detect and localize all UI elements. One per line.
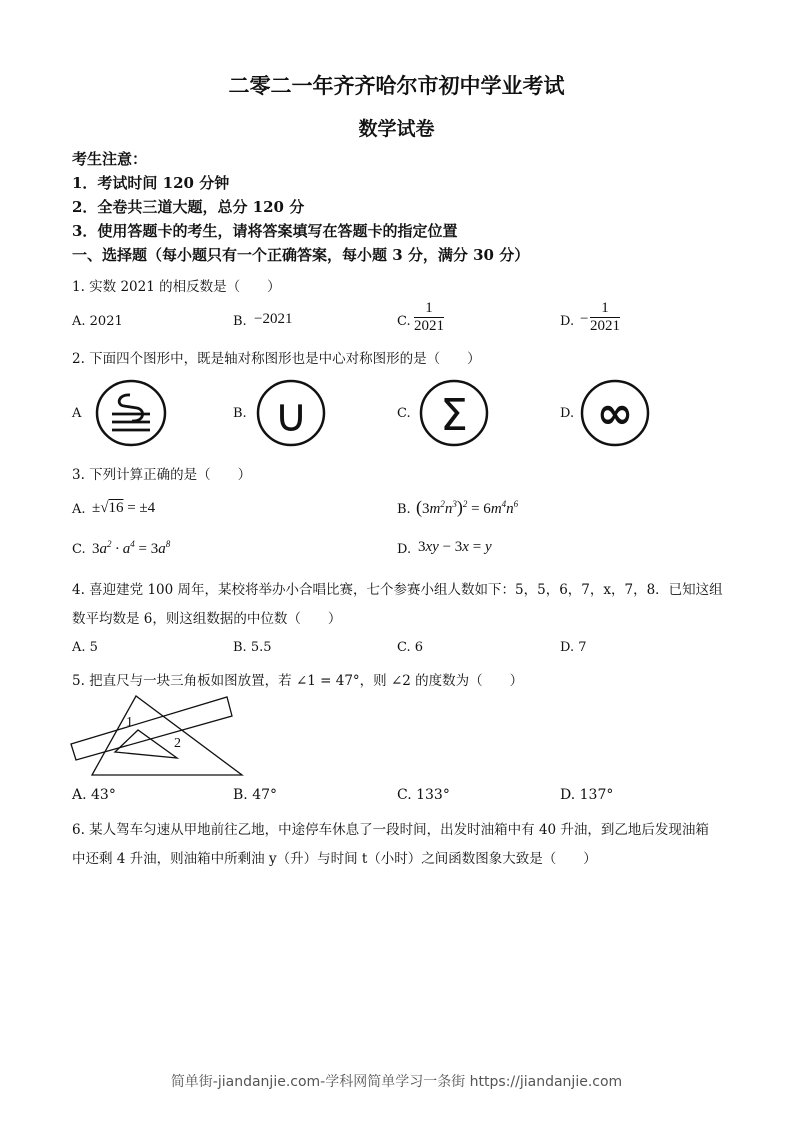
fraction-denominator: 2021 <box>590 318 620 334</box>
q3-option-d-expr: 3xy − 3x = y <box>418 539 492 555</box>
q1-option-d-sign: − <box>580 311 589 327</box>
q3-option-b-expr: $(3m^2n^3)^2 = 6m^4n^6$ <box>416 497 519 517</box>
q2-symbol-b-icon <box>255 378 327 448</box>
notice-item-2: 2．全卷共三道大题，总分 120 分 <box>72 198 305 216</box>
question-4-line-1: 4. 喜迎建党 100 周年，某校将举办小合唱比赛，七个参赛小组人数如下：5，5，6，7，x，7，8．已知这组 <box>72 582 723 598</box>
q3-option-a-expr: ±√16 = ±4 <box>92 500 156 516</box>
q1-option-b-value: −2021 <box>254 311 293 327</box>
q3-option-d-label[interactable]: D. <box>397 542 412 557</box>
q2-symbol-c-icon <box>418 378 490 448</box>
question-6-line-1: 6. 某人驾车匀速从甲地前往乙地，中途停车休息了一段时间，出发时油箱中有 40 升油，到乙地后发现油箱 <box>72 822 709 838</box>
exam-subtitle: 数学试卷 <box>358 118 435 140</box>
question-1: 1. 实数 2021 的相反数是（ ） <box>72 279 281 295</box>
q4-option-b[interactable]: B. 5.5 <box>233 640 272 655</box>
q3-option-c-expr: $3a^2 \cdot a^4 = 3a^8$ <box>92 539 171 557</box>
q1-option-a[interactable]: A. 2021 <box>72 314 123 329</box>
sigma-glyph: Σ <box>440 390 468 441</box>
q1-option-c-label[interactable]: C. <box>397 314 411 329</box>
q2-option-a-label[interactable]: A <box>72 406 82 421</box>
q4-option-c[interactable]: C. 6 <box>397 640 424 655</box>
section-heading: 一、选择题（每小题只有一个正确答案，每小题 3 分，满分 30 分） <box>72 246 530 264</box>
q2-option-b-label[interactable]: B. <box>233 406 247 421</box>
q2-symbol-a-icon <box>94 378 168 448</box>
question-6-line-2: 中还剩 4 升油，则油箱中所剩油 y（升）与时间 t（小时）之间函数图象大致是（ ） <box>72 851 597 867</box>
fraction-numerator: 1 <box>414 300 444 318</box>
q1-option-d-label[interactable]: D. <box>560 314 575 329</box>
q5-option-a[interactable]: A. 43° <box>72 787 116 803</box>
ruler-triangle-figure <box>68 690 248 780</box>
notice-item-3: 3．使用答题卡的考生，请将答案填写在答题卡的指定位置 <box>72 222 458 240</box>
q1-option-d-fraction <box>590 300 620 335</box>
angle-2-label: 2 <box>174 736 181 751</box>
question-3: 3. 下列计算正确的是（ ） <box>72 467 252 483</box>
question-4-line-2: 数平均数是 6，则这组数据的中位数（ ） <box>72 611 342 627</box>
notice-heading: 考生注意： <box>72 150 148 168</box>
question-5: 5. 把直尺与一块三角板如图放置，若 ∠1 = 47°，则 ∠2 的度数为（ ） <box>72 673 524 689</box>
q2-option-d-label[interactable]: D. <box>560 406 575 421</box>
union-glyph: ∪ <box>274 388 308 442</box>
q3-option-c-label[interactable]: C. <box>72 542 86 557</box>
exam-title: 二零二一年齐齐哈尔市初中学业考试 <box>228 73 565 98</box>
page-footer: 简单街-jiandanjie.com-学科网简单学习一条街 https://jiandanjie.com <box>170 1074 623 1090</box>
q2-option-c-label[interactable]: C. <box>397 406 411 421</box>
infinity-glyph: ∞ <box>596 388 634 439</box>
q4-option-a[interactable]: A. 5 <box>72 640 98 655</box>
fraction-denominator: 2021 <box>414 318 444 334</box>
angle-1-label: 1 <box>126 715 133 730</box>
q5-option-b[interactable]: B. 47° <box>233 787 278 803</box>
q5-option-d[interactable]: D. 137° <box>560 787 614 803</box>
q3-option-b-label[interactable]: B. <box>397 502 411 517</box>
question-2: 2. 下面四个图形中，既是轴对称图形也是中心对称图形的是（ ） <box>72 351 481 367</box>
notice-item-1: 1．考试时间 120 分钟 <box>72 174 230 192</box>
fraction-numerator: 1 <box>590 300 620 318</box>
q4-option-d[interactable]: D. 7 <box>560 640 587 655</box>
q1-option-b-label[interactable]: B. <box>233 314 247 329</box>
q5-option-c[interactable]: C. 133° <box>397 787 450 803</box>
q1-option-c-fraction <box>414 300 444 335</box>
q2-symbol-d-icon <box>579 378 651 448</box>
q3-option-a-label[interactable]: A. <box>72 502 86 517</box>
